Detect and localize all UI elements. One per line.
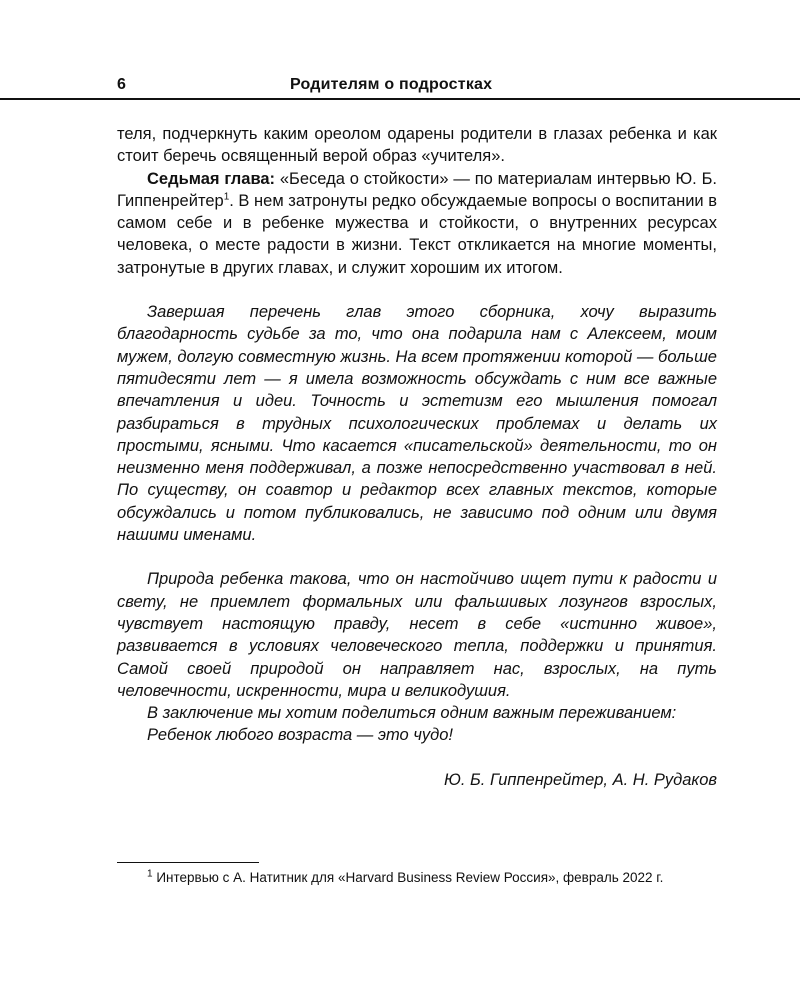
footnote-mark: 1 xyxy=(147,868,153,880)
footnote xyxy=(117,868,717,887)
paragraph-gratitude: Завершая перечень глав этого сборника, хочу выразить благодарность судьбе за то, что она подарила нам с Алексеем, моим мужем, долгую совместную жизнь. На всем протяжении которой — больше пятидесяти лет — я имела возможность обсуждать с ним все важные впечатления и идеи. Точность и эстетизм его мышления помогал разбираться в трудных психологических проблемах и делать их простыми, ясными. Что касается «писательской» деятельности, то он неизменно меня поддерживал, а позже непосредственно участвовал в ней. По существу, он соавтор и редактор всех главных текстов, которые обсуждались и потом публиковались, не зависимо под одним или двумя нашими именами. xyxy=(117,303,717,545)
chapter-lead: Седьмая глава: xyxy=(147,169,276,188)
paragraph-miracle: Ребенок любого возраста — это чудо! xyxy=(147,726,453,745)
body-text xyxy=(117,123,717,791)
footnote-reference[interactable]: 1 xyxy=(223,191,230,203)
page-number: 6 xyxy=(117,76,126,93)
footnote-divider xyxy=(117,862,259,863)
running-header xyxy=(0,72,800,100)
footnote-text: Интервью с А. Натитник для «Harvard Business Review Россия», февраль 2022 г. xyxy=(152,870,664,885)
paragraph-child-nature: Природа ребенка такова, что он настойчиво ищет пути к радости и свету, не приемлет формальных или фальшивых лозунгов взрослых, чувствует настоящую правду, несет в себе «истинно живое», развивается в условиях человеческого тепла, поддержки и принятия. Самой своей природой он направляет нас, взрослых, на путь человечности, искренности, мира и великодушия. xyxy=(117,570,717,700)
chapter-text-b: . В нем затронуты редко обсуждаемые вопросы о воспитании в самом себе и в ребенке мужества и стойкости, о внутренних ресурсах человека, о месте радости в жизни. Текст откликается на многие моменты, затронутые в других главах, и служит хорошим их итогом. xyxy=(117,191,717,277)
paragraph-conclusion: В заключение мы хотим поделиться одним важным переживанием: xyxy=(147,704,677,723)
author-signature: Ю. Б. Гиппенрейтер, А. Н. Рудаков xyxy=(444,770,717,789)
running-title: Родителям о подростках xyxy=(290,76,493,93)
chapter-text-a: «Беседа о стойкости» — по материалам интервью Ю. Б. Гиппенрейтер xyxy=(117,169,717,210)
paragraph-continuation: теля, подчеркнуть каким ореолом одарены родители в глазах ребенка и как стоит беречь освященный верой образ «учителя». xyxy=(117,125,717,166)
paragraph-chapter-seven xyxy=(117,168,717,279)
